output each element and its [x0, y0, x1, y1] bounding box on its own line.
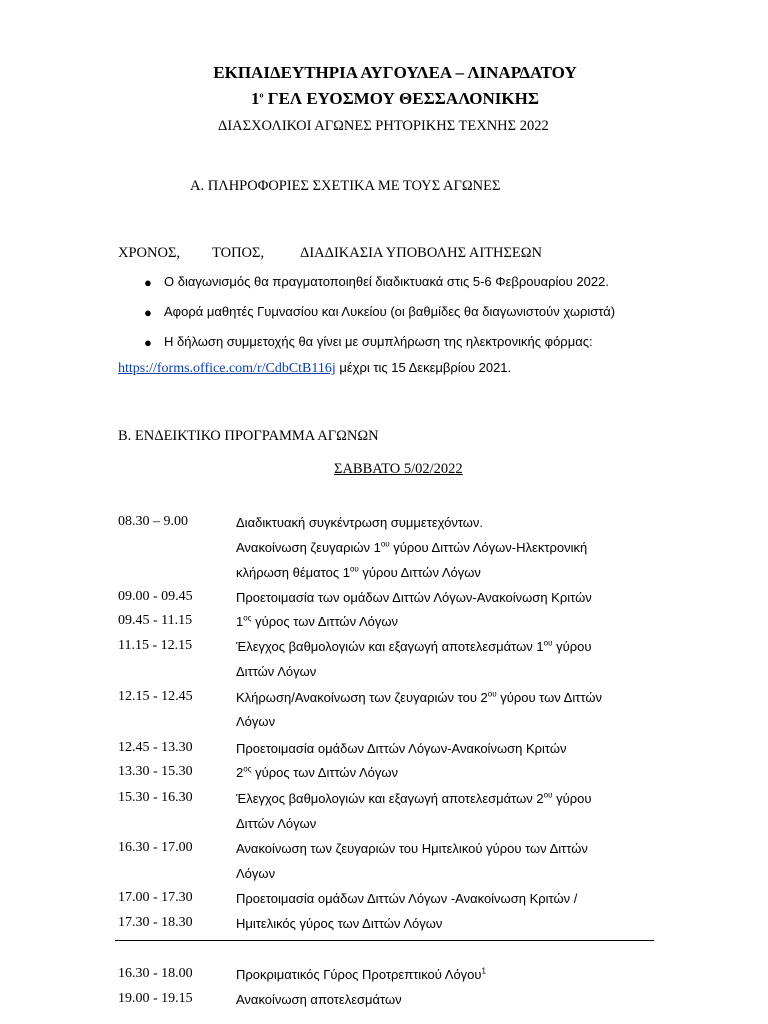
activity: $1^{o\varsigma}$ γύρος των Διττών Λόγων: [236, 613, 399, 629]
section-b-title: Β. ΕΝΔΕΙΚΤΙΚΟ ΠΡΟΓΡΑΜΜΑ ΑΓΩΝΩΝ: [118, 428, 379, 444]
form-link[interactable]: https://forms.office.com/r/CdbCtB116j: [118, 361, 336, 376]
activity: Λόγων: [236, 866, 276, 881]
activity: Λόγων: [236, 714, 276, 729]
bullet-item: Η δήλωση συμμετοχής θα γίνει με συμπλήρωση της ηλεκτρονικής φόρμας:: [164, 334, 593, 349]
event-title: ΔΙΑΣΧΟΛΙΚΟΙ ΑΓΩΝΕΣ ΡΗΤΟΡΙΚΗΣ ΤΕΧΝΗΣ 2022: [218, 118, 549, 134]
time-slot: 16.30 - 17.00: [118, 840, 193, 855]
activity: Διττών Λόγων: [236, 664, 317, 679]
activity: Διαδικτυακή συγκέντρωση συμμετεχόντων.: [236, 515, 484, 530]
section-a-title: Α. ΠΛΗΡΟΦΟΡΙΕΣ ΣΧΕΤΙΚΑ ΜΕ ΤΟΥΣ ΑΓΩΝΕΣ: [190, 178, 501, 194]
time-slot: 09.00 - 09.45: [118, 589, 193, 604]
activity: $2^{o\varsigma}$ γύρος των Διττών Λόγων: [236, 764, 399, 780]
time-slot: 13.30 - 15.30: [118, 764, 193, 779]
school-subtitle: $1^o$ ΓΕΛ ΕΥΟΣΜΟΥ ΘΕΣΣΑΛΟΝΙΚΗΣ: [251, 89, 539, 108]
deadline-text: μέχρι τις 15 Δεκεμβρίου 2021.: [335, 360, 512, 375]
activity: Ανακοίνωση των ζευγαριών του Ημιτελικού γύρου των Διττών: [236, 841, 588, 856]
activity: Προετοιμασία ομάδων Διττών Λόγων-Ανακοίνωση Κριτών: [236, 741, 567, 756]
time-slot: 17.30 - 18.30: [118, 915, 193, 930]
bullet-dot: ●: [144, 305, 152, 320]
time-slot: 15.30 - 16.30: [118, 790, 193, 805]
subheading-time: ΧΡΟΝΟΣ,: [118, 245, 181, 261]
activity: Έλεγχος βαθμολογιών και εξαγωγή αποτελεσμάτων $2^{o\upsilon}$ γύρου: [236, 790, 592, 806]
activity: Προετοιμασία ομάδων Διττών Λόγων -Ανακοίνωση Κριτών /: [236, 891, 578, 906]
activity: Διττών Λόγων: [236, 816, 317, 831]
activity: Προκριματικός Γύρος Προτρεπτικού Λόγου$^1$: [236, 966, 486, 982]
time-slot: 08.30 – 9.00: [118, 514, 188, 529]
activity: Ημιτελικός γύρος των Διττών Λόγων: [236, 916, 443, 931]
activity: κλήρωση θέματος $1^{o\upsilon}$ γύρου Διττών Λόγων: [236, 564, 481, 580]
school-name: ΕΚΠΑΙΔΕΥΤΗΡΙΑ ΑΥΓΟΥΛΕΑ – ΛΙΝΑΡΔΑΤΟΥ: [213, 63, 577, 82]
bullet-dot: ●: [144, 275, 152, 290]
bullet-item: Ο διαγωνισμός θα πραγματοποιηθεί διαδικτυακά στις 5-6 Φεβρουαρίου 2022.: [164, 274, 609, 289]
activity: Κλήρωση/Ανακοίνωση των ζευγαριών του $2^{o\upsilon}$ γύρου των Διττών: [236, 689, 602, 705]
time-slot: 19.00 - 19.15: [118, 991, 193, 1006]
activity: Ανακοίνωση αποτελεσμάτων: [236, 992, 402, 1007]
time-slot: 12.45 - 13.30: [118, 740, 193, 755]
bullet-item: Αφορά μαθητές Γυμνασίου και Λυκείου (οι βαθμίδες θα διαγωνιστούν χωριστά): [164, 304, 616, 319]
subheading-procedure: ΔΙΑΔΙΚΑΣΙΑ ΥΠΟΒΟΛΗΣ ΑΙΤΗΣΕΩΝ: [300, 245, 543, 261]
time-slot: 11.15 - 12.15: [118, 638, 193, 653]
activity: Ανακοίνωση ζευγαριών $1^{o\upsilon}$ γύρου Διττών Λόγων-Ηλεκτρονική: [236, 539, 588, 555]
activity: Προετοιμασία των ομάδων Διττών Λόγων-Ανακοίνωση Κριτών: [236, 590, 592, 605]
subheading-place: ΤΟΠΟΣ,: [212, 245, 265, 261]
time-slot: 09.45 - 11.15: [118, 613, 193, 628]
activity: Έλεγχος βαθμολογιών και εξαγωγή αποτελεσμάτων $1^{o\upsilon}$ γύρου: [236, 638, 592, 654]
day-heading: ΣΑΒΒΑΤΟ 5/02/2022: [334, 461, 463, 477]
time-slot: 17.00 - 17.30: [118, 890, 193, 905]
time-slot: 16.30 - 18.00: [118, 966, 193, 981]
bullet-dot: ●: [144, 335, 152, 350]
divider-line: [115, 940, 654, 941]
footnote-marker: 1: [481, 966, 486, 976]
time-slot: 12.15 - 12.45: [118, 689, 193, 704]
form-link-line: [118, 360, 511, 377]
